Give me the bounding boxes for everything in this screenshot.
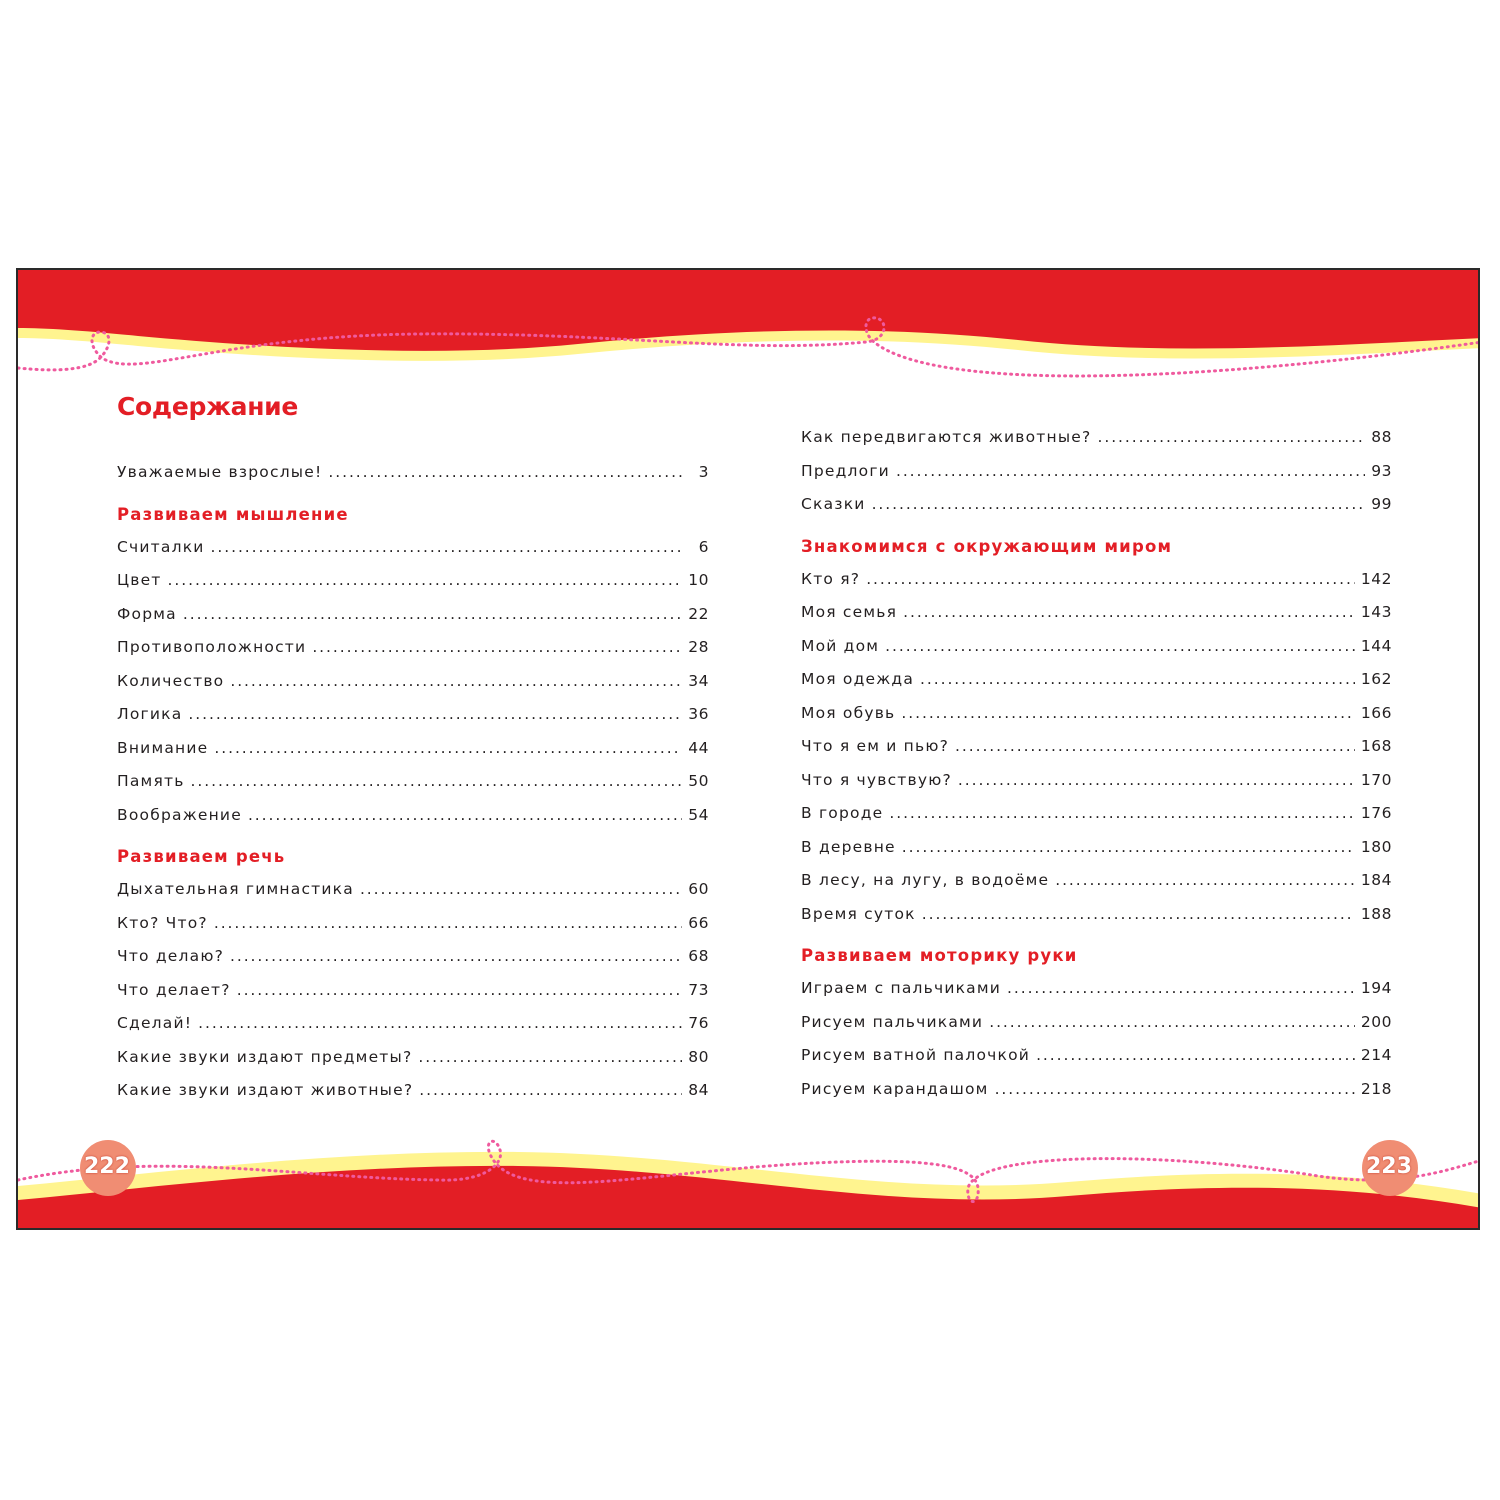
toc-item[interactable]: [117, 598, 709, 632]
toc-item-page: 76: [688, 1014, 709, 1032]
dot-leader: [1007, 972, 1355, 1006]
toc-right-column: [801, 421, 1392, 1106]
toc-item[interactable]: [117, 732, 709, 766]
toc-item[interactable]: [801, 630, 1392, 664]
toc-item-label: Рисуем карандашом: [801, 1079, 989, 1098]
dot-leader: [360, 873, 682, 907]
toc-item-label: В деревне: [801, 837, 896, 856]
toc-item-page: 144: [1360, 636, 1392, 655]
toc-item-page: 44: [688, 738, 709, 757]
toc-item-page: 214: [1360, 1046, 1392, 1064]
toc-item-label: В лесу, на лугу, в водоёме: [801, 871, 1050, 889]
toc-item-page: 188: [1360, 904, 1392, 923]
page-number-left: 222: [84, 1154, 130, 1179]
dot-leader: [188, 698, 682, 732]
toc-item-label: Время суток: [801, 904, 916, 923]
toc-item-page: 34: [688, 671, 709, 690]
dot-leader: [995, 1073, 1355, 1107]
right-continued-items: [801, 421, 1392, 522]
toc-item-label: Рисуем пальчиками: [801, 1012, 984, 1031]
toc-item-label: Рисуем ватной палочкой: [801, 1046, 1031, 1064]
toc-item-label: Память: [117, 772, 185, 790]
toc-item-label: Логика: [117, 705, 183, 723]
toc-item[interactable]: [801, 1073, 1392, 1107]
dot-leader: [312, 631, 682, 665]
toc-item[interactable]: [801, 797, 1392, 831]
toc-item[interactable]: [117, 907, 709, 941]
toc-item[interactable]: [801, 697, 1392, 731]
toc-item-page: 170: [1360, 770, 1392, 789]
toc-item-page: 28: [688, 638, 709, 656]
toc-item-page: 93: [1371, 461, 1392, 480]
toc-item[interactable]: [117, 665, 709, 699]
toc-item-page: 36: [688, 705, 709, 723]
dot-leader: [872, 488, 1366, 522]
toc-item-label: Кто? Что?: [117, 913, 208, 932]
toc-item[interactable]: [801, 972, 1392, 1006]
toc-item-page: 99: [1371, 495, 1392, 513]
toc-item[interactable]: [801, 730, 1392, 764]
toc-item-page: 6: [698, 537, 709, 556]
toc-item-label: Что делаю?: [117, 947, 224, 965]
toc-item[interactable]: [117, 1007, 709, 1041]
section-heading: Знакомимся с окружающим миром: [801, 536, 1173, 556]
toc-item-label: Моя обувь: [801, 703, 896, 722]
dot-leader: [1036, 1039, 1355, 1073]
dot-leader: [237, 974, 683, 1008]
dot-leader: [922, 898, 1355, 932]
dot-leader: [191, 765, 683, 799]
dot-leader: [989, 1006, 1355, 1040]
toc-item[interactable]: [117, 873, 709, 907]
dot-leader: [885, 630, 1355, 664]
dot-leader: [418, 1041, 682, 1075]
dot-leader: [211, 531, 683, 565]
toc-item[interactable]: [801, 421, 1392, 455]
page-title: Содержание: [117, 392, 299, 421]
toc-item[interactable]: [801, 898, 1392, 932]
toc-item[interactable]: [801, 455, 1392, 489]
toc-item[interactable]: [801, 764, 1392, 798]
toc-item[interactable]: [801, 596, 1392, 630]
toc-item-label: Цвет: [117, 571, 162, 589]
toc-item-page: 50: [688, 772, 709, 790]
toc-item-label: Считалки: [117, 537, 205, 556]
dot-leader: [214, 907, 682, 941]
dot-leader: [230, 940, 682, 974]
book-spread: [16, 268, 1480, 1230]
toc-item-page: 22: [688, 604, 709, 623]
toc-left-column: [117, 456, 709, 1108]
toc-item-page: 10: [688, 571, 709, 589]
dot-leader: [168, 564, 683, 598]
toc-item-page: 162: [1360, 670, 1392, 688]
dot-leader: [419, 1074, 682, 1108]
dot-leader: [889, 797, 1355, 831]
toc-item[interactable]: [117, 1041, 709, 1075]
dot-leader: [902, 831, 1355, 865]
toc-item[interactable]: [801, 488, 1392, 522]
toc-item[interactable]: [117, 631, 709, 665]
dot-leader: [896, 455, 1365, 489]
toc-item-page: 80: [688, 1047, 709, 1066]
toc-item-page: 184: [1360, 871, 1392, 889]
dot-leader: [328, 456, 683, 490]
toc-item[interactable]: [801, 663, 1392, 697]
toc-item-page: 60: [688, 880, 709, 898]
toc-item-page: 180: [1360, 837, 1392, 856]
dot-leader: [866, 563, 1355, 597]
toc-item-label: Моя одежда: [801, 670, 915, 688]
toc-item[interactable]: [117, 1074, 709, 1108]
toc-item-page: 176: [1360, 804, 1392, 822]
toc-item-label: Моя семья: [801, 603, 898, 621]
toc-item-page: 166: [1360, 703, 1392, 722]
toc-item-label: Дыхательная гимнастика: [117, 880, 354, 898]
toc-item-intro[interactable]: [117, 456, 709, 490]
section-heading: Развиваем речь: [117, 847, 286, 866]
dot-leader: [901, 697, 1355, 731]
right-sections: [801, 522, 1392, 1107]
toc-item-label: Какие звуки издают предметы?: [117, 1047, 413, 1066]
dot-leader: [248, 799, 682, 833]
dot-leader: [198, 1007, 682, 1041]
toc-item-label: Что я ем и пью?: [801, 737, 950, 755]
toc-item[interactable]: [117, 698, 709, 732]
toc-item-page: 194: [1360, 979, 1392, 997]
toc-item-page: 73: [688, 980, 709, 999]
toc-item-page: 3: [698, 463, 709, 481]
toc-item-page: 218: [1360, 1079, 1392, 1098]
toc-item-label: Количество: [117, 671, 225, 690]
toc-item-label: Сказки: [801, 495, 866, 513]
toc-item-label: Предлоги: [801, 461, 890, 480]
toc-item-page: 66: [688, 913, 709, 932]
dot-leader: [230, 665, 682, 699]
toc-item-page: 54: [688, 805, 709, 824]
toc-item-page: 68: [688, 947, 709, 965]
section-heading: Развиваем моторику руки: [801, 946, 1078, 965]
section-heading: Развиваем мышление: [117, 504, 349, 524]
page-number-right: 223: [1366, 1154, 1412, 1179]
toc-item-page: 88: [1371, 428, 1392, 446]
toc-item[interactable]: [117, 531, 709, 565]
toc-item[interactable]: [801, 1039, 1392, 1073]
toc-item-label: Что я чувствую?: [801, 770, 952, 789]
dot-leader: [1055, 864, 1355, 898]
toc-item[interactable]: [117, 974, 709, 1008]
toc-item[interactable]: [801, 1006, 1392, 1040]
toc-item-page: 84: [688, 1081, 709, 1099]
toc-item-label: Кто я?: [801, 569, 861, 588]
toc-item-label: Играем с пальчиками: [801, 979, 1002, 997]
toc-item[interactable]: [801, 563, 1392, 597]
toc-item-label: Что делает?: [117, 980, 231, 999]
toc-item-label: Внимание: [117, 738, 209, 757]
dot-leader: [903, 596, 1355, 630]
toc-item-page: 143: [1360, 603, 1392, 621]
toc-item[interactable]: [117, 940, 709, 974]
toc-item-label: Уважаемые взрослые!: [117, 463, 323, 481]
toc-item-label: Воображение: [117, 805, 242, 824]
dot-leader: [183, 598, 682, 632]
toc-item-label: Противоположности: [117, 638, 307, 656]
left-sections: [117, 490, 709, 1108]
toc-item[interactable]: [117, 765, 709, 799]
toc-item[interactable]: [117, 564, 709, 598]
dot-leader: [955, 730, 1355, 764]
toc-item-page: 168: [1360, 737, 1392, 755]
toc-item-page: 200: [1360, 1012, 1392, 1031]
toc-item-label: Форма: [117, 604, 177, 623]
toc-item-label: Сделай!: [117, 1014, 193, 1032]
toc-item-label: Как передвигаются животные?: [801, 428, 1092, 446]
toc-item[interactable]: [117, 799, 709, 833]
dot-leader: [920, 663, 1355, 697]
toc-item-page: 142: [1360, 569, 1392, 588]
toc-item[interactable]: [801, 864, 1392, 898]
toc-item-label: В городе: [801, 804, 884, 822]
toc-item[interactable]: [801, 831, 1392, 865]
dot-leader: [1097, 421, 1365, 455]
dot-leader: [214, 732, 682, 766]
toc-item-label: Какие звуки издают животные?: [117, 1081, 414, 1099]
dot-leader: [958, 764, 1355, 798]
toc-item-label: Мой дом: [801, 636, 880, 655]
